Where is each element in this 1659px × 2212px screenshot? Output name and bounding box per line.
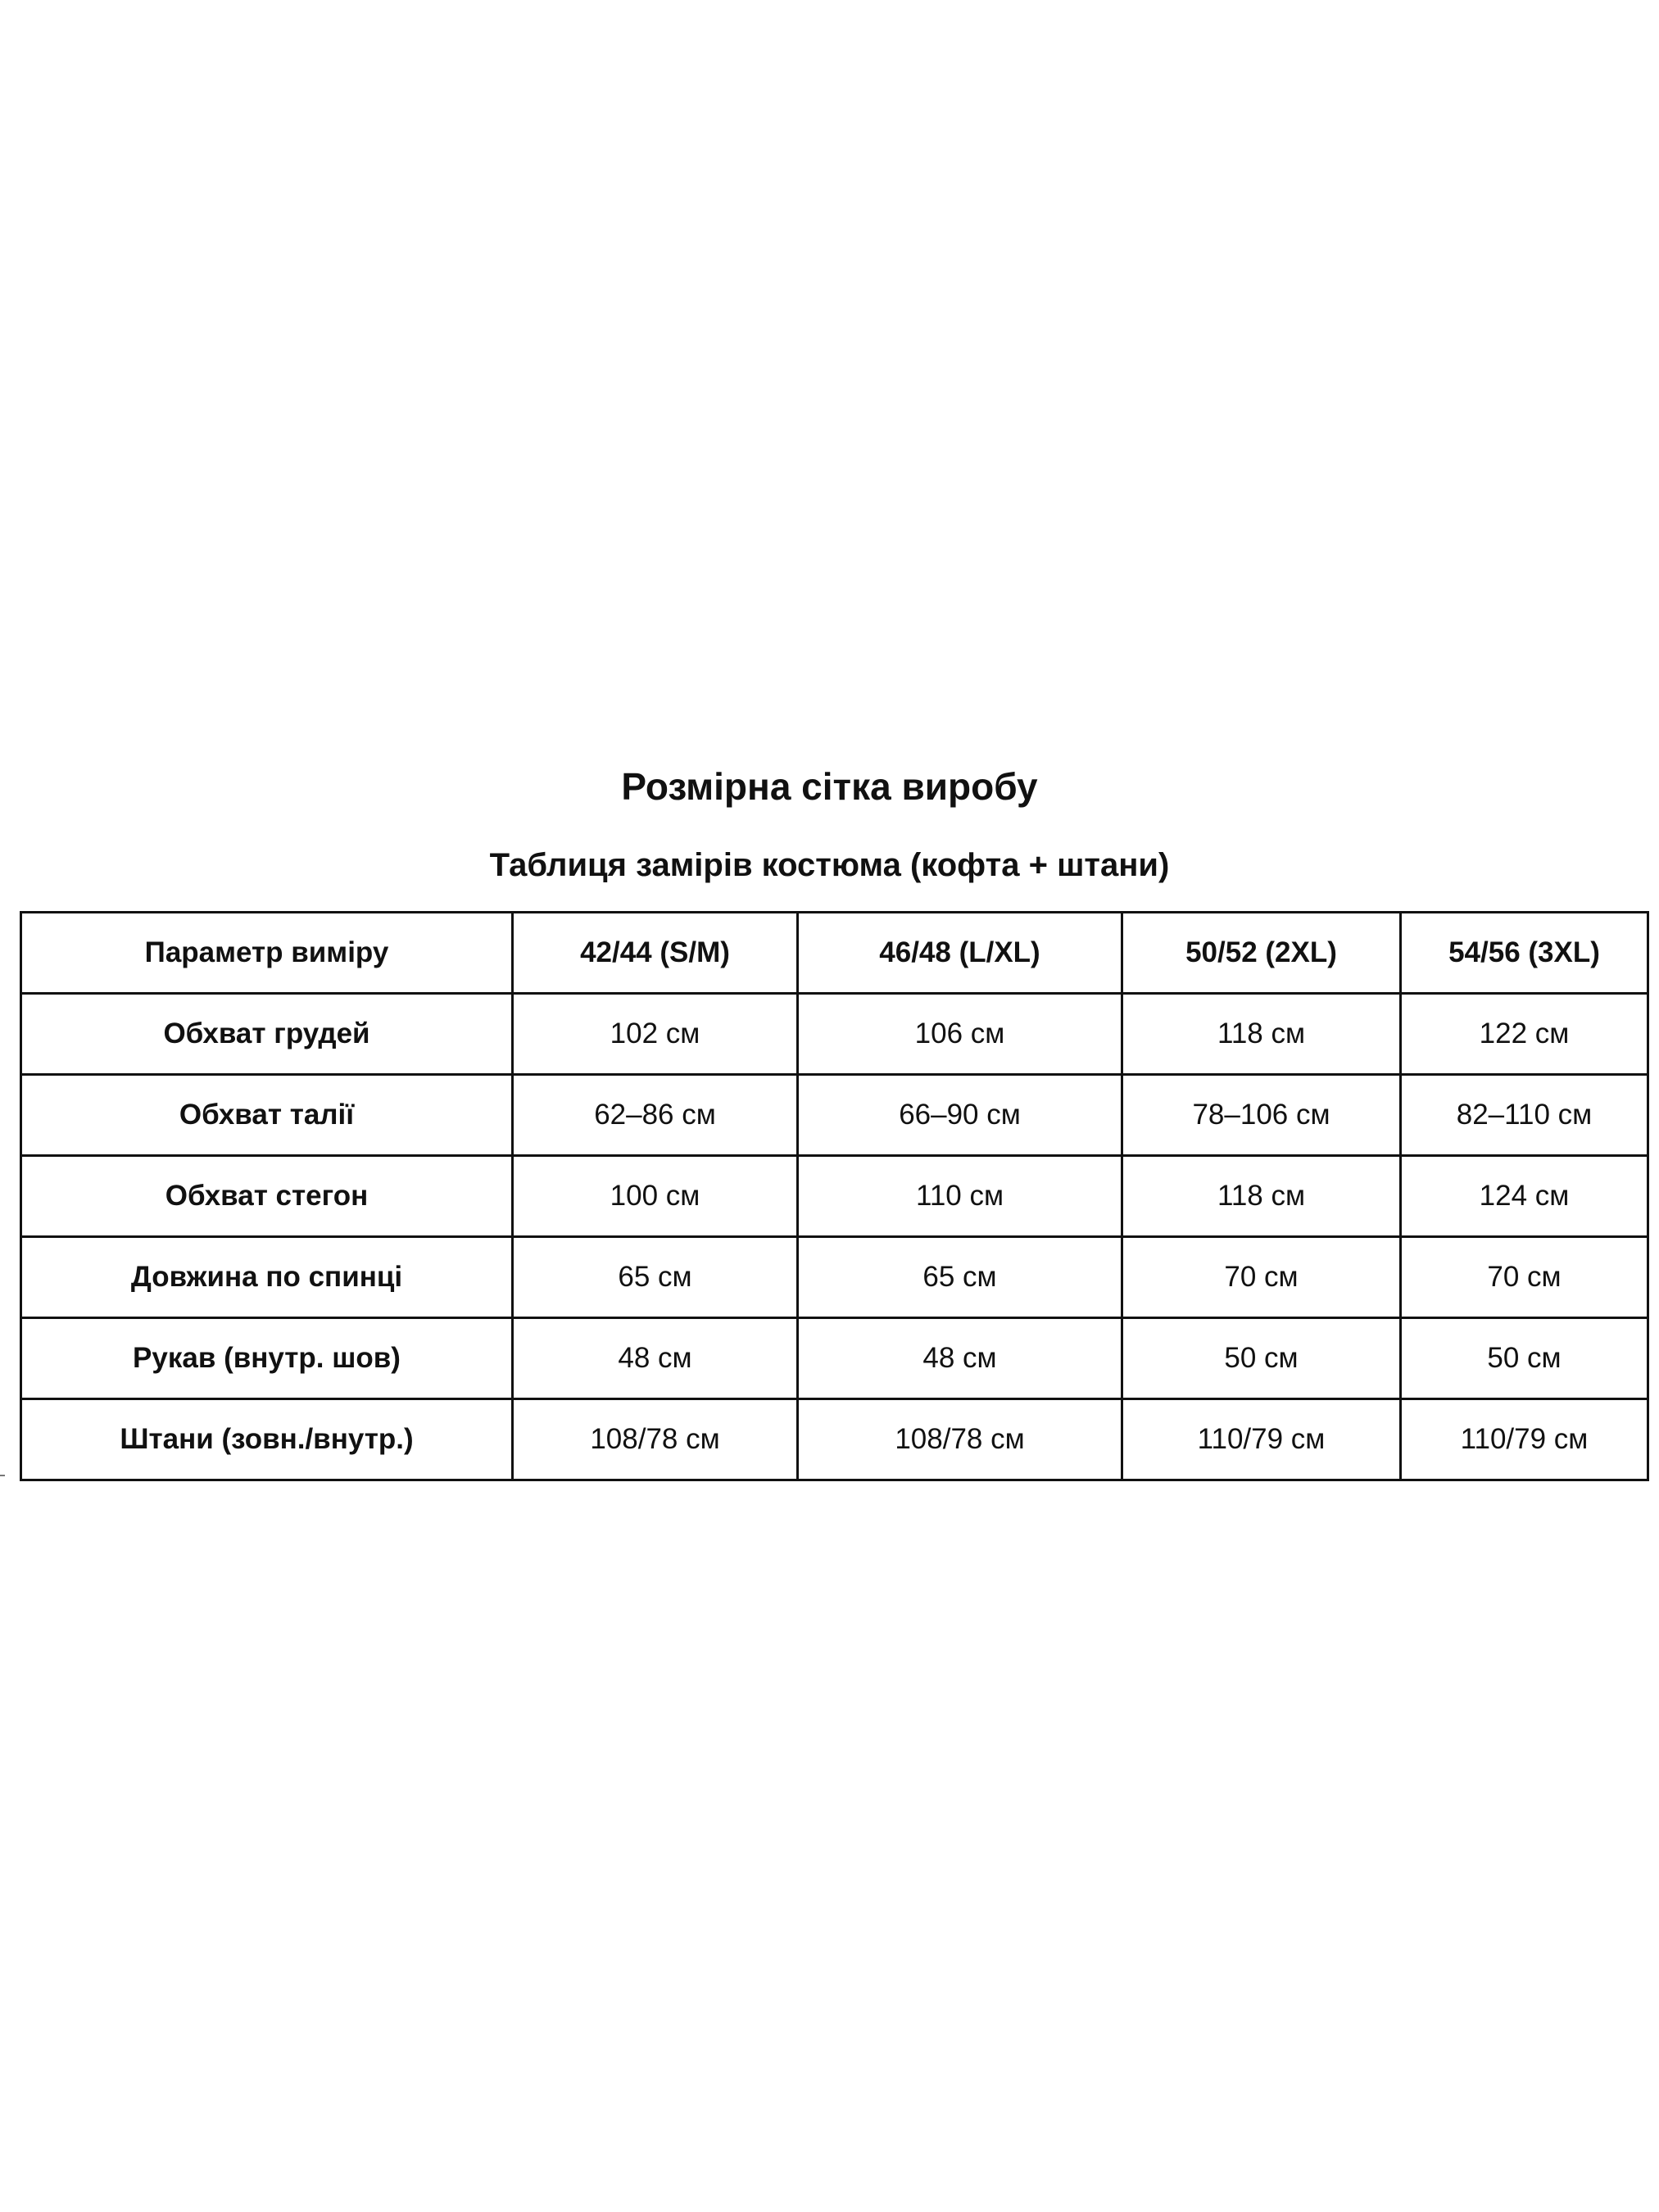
header-size-s-m: 42/44 (S/M) <box>513 913 798 994</box>
table-cell: 108/78 см <box>798 1399 1122 1480</box>
table-cell: 70 см <box>1122 1237 1401 1318</box>
scan-artifact-mark <box>0 1475 5 1476</box>
document-subtitle: Таблиця замірів костюма (кофта + штани) <box>489 847 1170 883</box>
header-size-3xl: 54/56 (3XL) <box>1401 913 1648 994</box>
table-cell: 110/79 см <box>1122 1399 1401 1480</box>
table-row <box>21 1318 1648 1399</box>
table-cell: 66–90 см <box>798 1075 1122 1156</box>
table-row <box>21 1156 1648 1237</box>
table-cell: 100 см <box>513 1156 798 1237</box>
table-row <box>21 994 1648 1075</box>
row-parameter: Обхват талії <box>21 1075 513 1156</box>
table-cell: 82–110 см <box>1401 1075 1648 1156</box>
table-cell: 50 см <box>1122 1318 1401 1399</box>
table-cell: 50 см <box>1401 1318 1648 1399</box>
table-cell: 48 см <box>513 1318 798 1399</box>
table-cell: 62–86 см <box>513 1075 798 1156</box>
table-row <box>21 1075 1648 1156</box>
header-size-l-xl: 46/48 (L/XL) <box>798 913 1122 994</box>
table-cell: 102 см <box>513 994 798 1075</box>
table-cell: 65 см <box>798 1237 1122 1318</box>
table-cell: 124 см <box>1401 1156 1648 1237</box>
table-row <box>21 1399 1648 1480</box>
table-cell: 78–106 см <box>1122 1075 1401 1156</box>
table-cell: 118 см <box>1122 994 1401 1075</box>
row-parameter: Довжина по спинці <box>21 1237 513 1318</box>
table-cell: 106 см <box>798 994 1122 1075</box>
table-cell: 122 см <box>1401 994 1648 1075</box>
table-cell: 110 см <box>798 1156 1122 1237</box>
table-cell: 118 см <box>1122 1156 1401 1237</box>
size-table <box>20 911 1649 1481</box>
table-header-row <box>21 913 1648 994</box>
header-parameter: Параметр виміру <box>21 913 513 994</box>
document-title: Розмірна сітка виробу <box>621 765 1038 808</box>
row-parameter: Рукав (внутр. шов) <box>21 1318 513 1399</box>
table-cell: 48 см <box>798 1318 1122 1399</box>
row-parameter: Обхват стегон <box>21 1156 513 1237</box>
table-row <box>21 1237 1648 1318</box>
header-size-2xl: 50/52 (2XL) <box>1122 913 1401 994</box>
table-cell: 70 см <box>1401 1237 1648 1318</box>
table-cell: 110/79 см <box>1401 1399 1648 1480</box>
table-cell: 65 см <box>513 1237 798 1318</box>
table-cell: 108/78 см <box>513 1399 798 1480</box>
row-parameter: Штани (зовн./внутр.) <box>21 1399 513 1480</box>
row-parameter: Обхват грудей <box>21 994 513 1075</box>
